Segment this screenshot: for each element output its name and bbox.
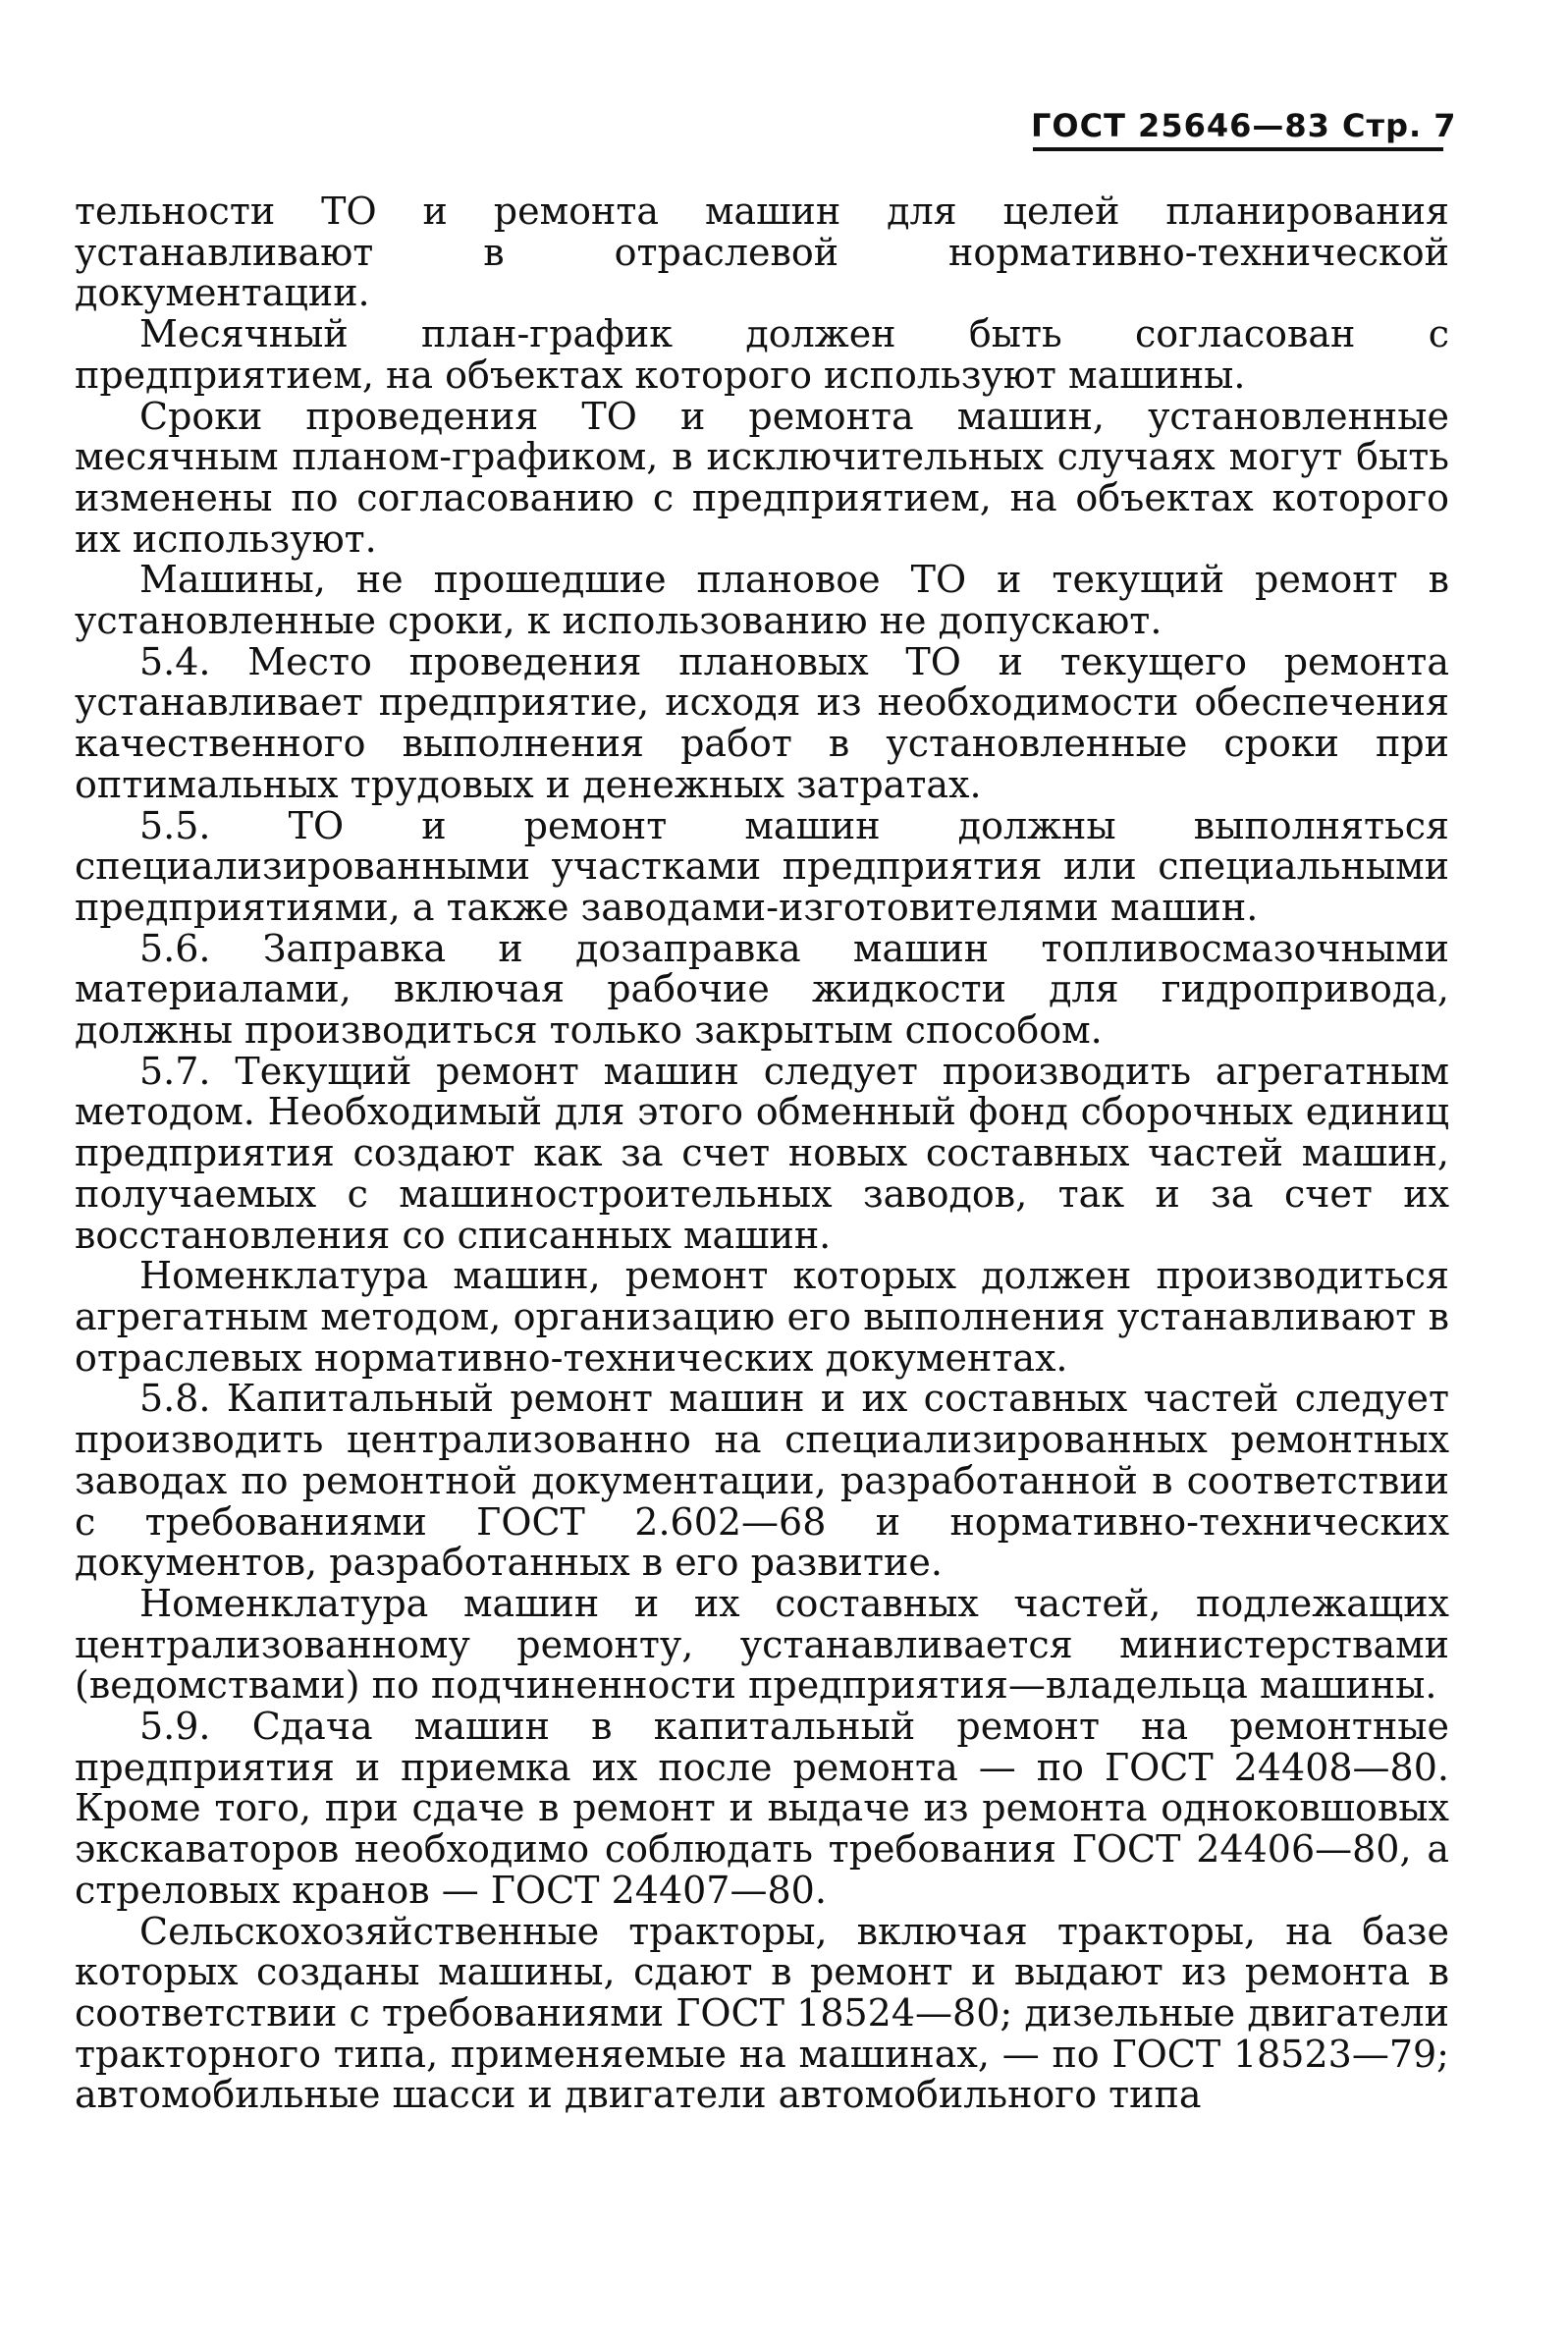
paragraph: Месячный план-график должен быть согласован с предприятием, на объектах которого используют машины. [75,312,1449,397]
paragraph: Номенклатура машин, ремонт которых должен производиться агрегатным методом, организацию его выполнения устанавливают в отраслевых нормативно-технических документах. [75,1254,1449,1380]
paragraph: Сельскохозяйственные тракторы, включая тракторы, на базе которых созданы машины, сдают в ремонт и выдают из ремонта в соответствии с требованиями ГОСТ 18524—80; дизельные двигатели тракторного типа, применяемые на машинах, — по ГОСТ 18523—79; автомобильные шасси и двигатели автомобильного типа [75,1909,1449,2117]
page-header: ГОСТ 25646—83 Стр. 7 [1031,107,1457,144]
clause-5-8: 5.8. Капитальный ремонт машин и их составных частей следует производить централизованно на специализированных ремонтных заводах по ремонтной документации, разработанной в соответствии с требованиями ГОСТ 2.602—68 и нормативно-технических документов, разработанных в его развитие. [75,1377,1449,1585]
paragraph: Машины, не прошедшие плановое ТО и текущий ремонт в установленные сроки, к использованию не допускают. [75,558,1449,643]
clause-5-9: 5.9. Сдача машин в капитальный ремонт на ремонтные предприятия и приемка их после ремонта — по ГОСТ 24408—80. Кроме того, при сдаче в ремонт и выдаче из ремонта одноковшовых экскаваторов необходимо соблюдать требования ГОСТ 24406—80, а стреловых кранов — ГОСТ 24407—80. [75,1705,1449,1912]
header-rule [1033,147,1443,151]
clause-5-6: 5.6. Заправка и дозаправка машин топливосмазочными материалами, включая рабочие жидкости для гидропривода, должны производиться только закрытым способом. [75,926,1449,1053]
clause-5-5: 5.5. ТО и ремонт машин должны выполняться специализированными участками предприятия или специальными предприятиями, а также заводами-изготовителями машин. [75,803,1449,929]
paragraph: Сроки проведения ТО и ремонта машин, установленные месячным планом-графиком, в исключительных случаях могут быть изменены по согласованию с предприятием, на объектах которого их используют. [75,394,1449,561]
body-text [75,191,1449,2116]
paragraph: Номенклатура машин и их составных частей, подлежащих централизованному ремонту, устанавливается министерствами (ведомствами) по подчиненности предприятия—владельца машины. [75,1581,1449,1708]
clause-5-4: 5.4. Место проведения плановых ТО и текущего ремонта устанавливает предприятие, исходя из необходимости обеспечения качественного выполнения работ в установленные сроки при оптимальных трудовых и денежных затратах. [75,639,1449,806]
clause-5-7: 5.7. Текущий ремонт машин следует производить агрегатным методом. Необходимый для этого обменный фонд сборочных единиц предприятия создают как за счет новых составных частей машин, получаемых с машиностроительных заводов, так и за счет их восстановления со списанных машин. [75,1049,1449,1257]
paragraph-continuation: тельности ТО и ремонта машин для целей планирования устанавливают в отраслевой нормативно-технической документации. [75,190,1449,315]
